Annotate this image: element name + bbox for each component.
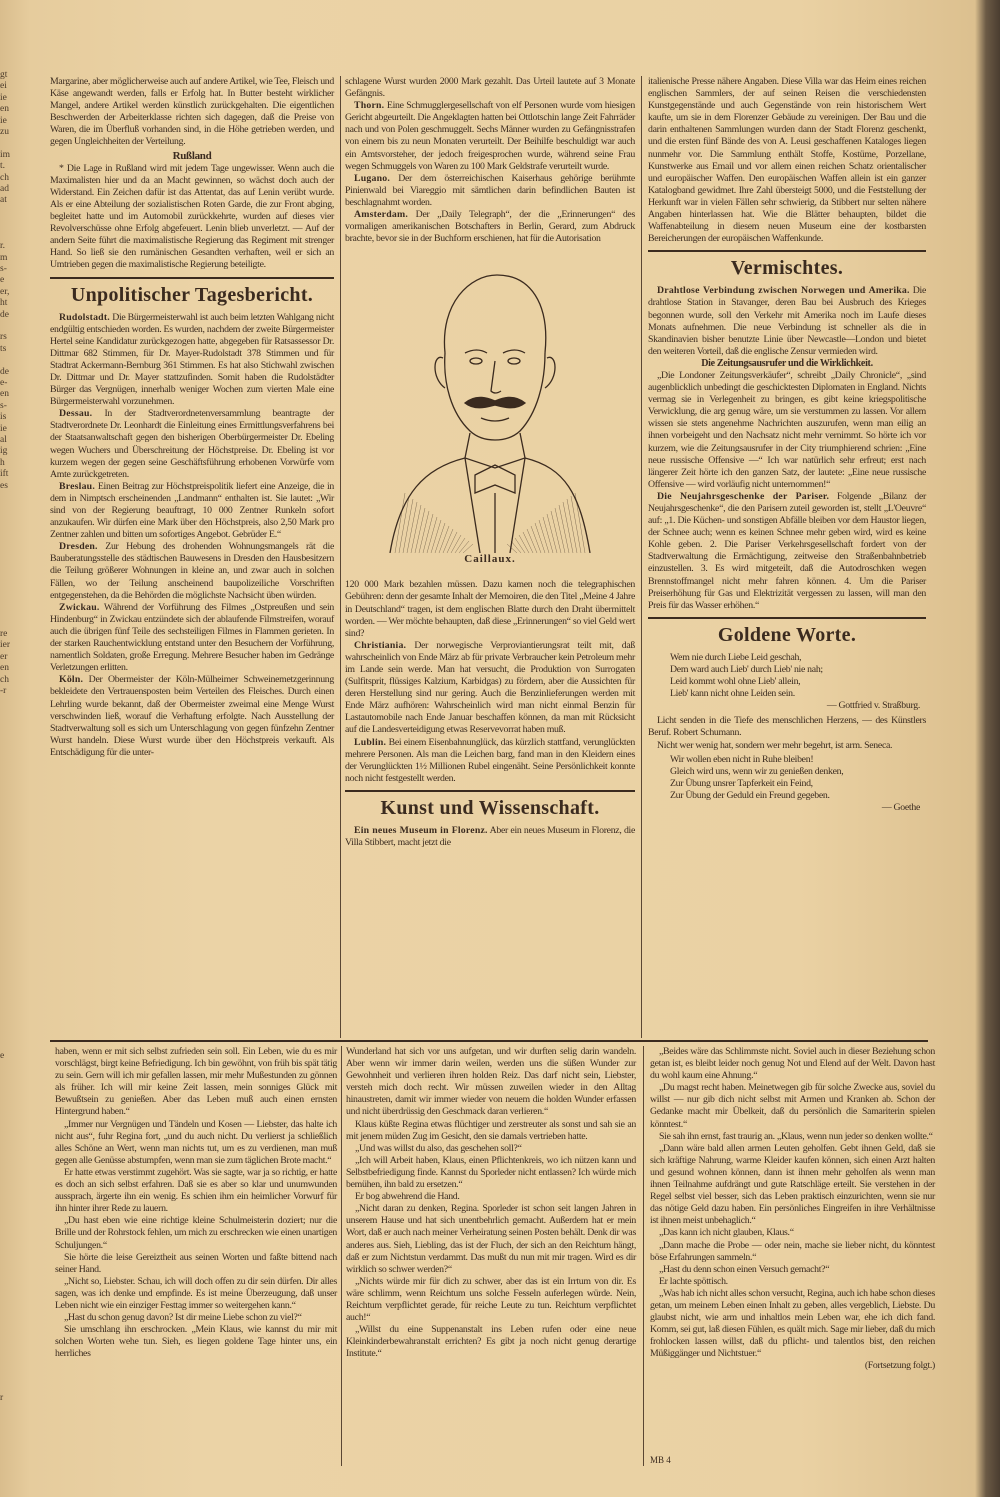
paragraph <box>650 1227 935 1239</box>
margin-fragment <box>0 218 26 229</box>
news-item-text: „Hast du denn schon einen Versuch gemacht?“ <box>659 1263 830 1275</box>
news-item-dateline: Die Neujahrsgeschenke der Pariser. <box>657 490 830 502</box>
top-column-3 <box>648 76 926 817</box>
news-item-dateline: Drahtlose Verbindung zwischen Norwegen und Amerika. <box>657 285 910 297</box>
margin-fragment <box>0 994 26 1005</box>
margin-fragment: rs <box>0 332 7 343</box>
paragraph <box>650 1240 935 1264</box>
margin-fragment <box>0 903 26 914</box>
margin-fragment <box>0 789 26 800</box>
news-item-dateline: Christiania. <box>354 639 407 651</box>
paragraph <box>55 1312 337 1324</box>
margin-fragment <box>0 618 26 629</box>
margin-fragment <box>0 595 26 606</box>
previous-page-margin-fragments <box>0 70 26 1405</box>
margin-fragment <box>0 1290 26 1301</box>
margin-fragment: ie <box>0 92 7 103</box>
margin-fragment <box>0 1119 26 1130</box>
serial-column-1 <box>55 1046 337 1360</box>
margin-fragment <box>0 515 26 526</box>
margin-fragment <box>0 1199 26 1210</box>
margin-fragment <box>0 846 26 857</box>
margin-fragment: er <box>0 651 8 662</box>
news-item-text: Klaus küßte Regina etwas flüchtiger und zerstreuter als sonst und sah sie an mit jenem müden Zug im Gesicht, den sie damals vertrieben hatte. <box>346 1118 636 1142</box>
paragraph <box>50 76 334 149</box>
margin-fragment <box>0 880 26 891</box>
poem-line: Zur Übung der Geduld ein Freund gegeben. <box>670 789 830 801</box>
margin-fragment: ie <box>0 115 7 126</box>
news-item-text: „Das kann ich nicht glauben, Klaus.“ <box>659 1227 794 1239</box>
margin-fragment <box>0 697 26 708</box>
margin-fragment <box>0 1097 26 1108</box>
margin-fragment: s- <box>0 400 7 411</box>
paragraph <box>345 579 635 639</box>
margin-fragment <box>0 960 26 971</box>
margin-fragment <box>0 549 26 560</box>
margin-fragment: im <box>0 149 11 160</box>
margin-fragment: re <box>0 628 8 639</box>
news-item-text: Sie sah ihn ernst, fast traurig an. „Klaus, wenn nun jeder so denken wollte.“ <box>659 1130 933 1142</box>
news-item-dateline: Köln. <box>59 674 84 686</box>
paragraph <box>346 1203 636 1276</box>
news-item-dateline: Zwickau. <box>59 601 100 613</box>
paragraph <box>650 1082 935 1130</box>
paragraph <box>648 76 926 245</box>
margin-fragment: h <box>0 457 5 468</box>
margin-fragment <box>0 1313 26 1324</box>
news-item-text: „Dann wäre bald allen armen Leuten geholfen. Gebt ihnen Geld, daß sie sich kräftige Nahrung, warme Kleider kaufen können, sich einen Arzt halten und gesund wohnen können, dann ist ihnen mehr geholfen als wenn man ihnen Teilnahme aufdrängt und gute Ratschläge erteilt. Sie verstehen in der Regel selbst viel besser, sich das Leben praktisch einzurichten, wenn sie nur das nötige Geld dazu haben. Ein persönliches Eingreifen in ihre Verhältnisse ist ihnen meist unbehaglich.“ <box>650 1142 935 1227</box>
margin-fragment <box>0 1222 26 1233</box>
news-item-text: Die Bürgermeisterwahl ist auch beim letzten Wahlgang nicht endgültig entschieden worden. Es wurden, nachdem der zweite Bürgermeister Hertel seine Kandidatur zurückgezogen hatte, abgegeben für Ratsassessor Dr. Dittmar 682 Stimmen, für Dr. Mayer-Rudolstadt 378 Stimmen und für Stadtrat Ackermann-Bernburg 361 Stimmen. Es hat also Stichwahl zwischen Dr. Dittmar und Dr. Mayer stattzufinden. Somit haben die Rudolstädter Bürger das Vergnügen, innerhalb weniger Wochen zum vierten Male eine Bürgermeisterwahl vorzunehmen. <box>50 311 334 408</box>
margin-fragment <box>0 321 26 332</box>
margin-fragment: zu <box>0 127 9 138</box>
news-item-text: „Du magst recht haben. Meinetwegen gib für solche Zwecke aus, soviel du willst — nur gib dich nicht selbst mit Armen und Kranken ab. Schon der Gedanke macht mir Übelkeit, daß du persönlich die Samariterin spielen könntest.“ <box>650 1082 935 1130</box>
poem-line: Lieb' kann nicht ohne Leiden sein. <box>670 688 795 700</box>
margin-fragment: t. <box>0 161 6 172</box>
paragraph <box>650 1046 935 1082</box>
page-signature: MB 4 <box>650 1455 671 1465</box>
column-divider <box>341 1046 342 1466</box>
poem-attribution: — Goethe <box>881 801 920 813</box>
margin-fragment: r. <box>0 241 6 252</box>
news-item-text: „Beides wäre das Schlimmste nicht. Soviel auch in dieser Beziehung schon getan ist, es bleibt leider noch genug Not und Elend auf der Welt. Davon hast du wohl kaum eine Ahnung.“ <box>650 1046 935 1082</box>
poem <box>670 652 926 712</box>
margin-fragment: ad <box>0 184 9 195</box>
margin-fragment <box>0 1040 26 1051</box>
news-item-text: „Nichts würde mir für dich zu schwer, aber das ist ein Irrtum von dir. Es wäre schlimm, wenn Reichtum uns solche Fesseln auferlegen würde. Nein, Reichtum verpflichtet gerade, für reiche Leute zu tun. Reichtum verpflichtet auch!“ <box>346 1275 636 1324</box>
paragraph <box>648 740 926 752</box>
margin-fragment: en <box>0 104 9 115</box>
margin-fragment <box>0 948 26 959</box>
paragraph <box>648 370 926 491</box>
news-item <box>50 408 334 481</box>
news-item <box>648 285 926 358</box>
news-item-text: Margarine, aber möglicherweise auch auf andere Artikel, wie Tee, Fleisch und Käse angewandt werden, falls er Erfolg hat. In Butter besteht wirklicher Mangel, andere Artikel werden künstlich zurückgehalten. Die eigentlichen Beschwerden der Arbeiterklasse richten sich dagegen, daß die Preise von Waren, die im Überfluß vorhanden sind, in die Höhe getrieben werden, und gegen Ungleichheiten der Verteilung. <box>50 76 334 148</box>
margin-fragment: ch <box>0 674 9 685</box>
paragraph <box>55 1215 337 1251</box>
section-heading: Rußland <box>172 149 212 162</box>
paragraph <box>650 1264 935 1276</box>
margin-fragment: de <box>0 366 9 377</box>
news-item-dateline: Ein neues Museum in Florenz. <box>354 824 488 836</box>
paragraph <box>346 1276 636 1324</box>
news-item-text: „Hast du schon genug davon? Ist dir meine Liebe schon zu viel?“ <box>64 1312 302 1324</box>
news-item-text: Der norwegische Verproviantierungsrat teilt mit, daß wahrscheinlich von Ende März ab für private Verbraucher kein Petroleum mehr im Lande sein werde. Man hat versucht, die Produktion von Surrogaten (Sulfitsprit, flüssiges Kalzium, Karbidgas) zu fördern, aber die Aussichten für deren Herstellung sind nur gering. Auch die Benzinlieferungen werden mit Ende März aufhören: Wahrscheinlich wird man nicht einmal Benzin für Lastautomobile nach Ende Januar beschaffen können, da man mit Rücksicht auf die Landesverteidigung etwas Reservevorrat haben muß. <box>345 639 635 736</box>
margin-fragment: en <box>0 389 9 400</box>
margin-fragment <box>0 720 26 731</box>
margin-fragment <box>0 857 26 868</box>
feuilleton-divider <box>50 1040 928 1042</box>
news-item-text: Der dem österreichischen Kaiserhaus gehörige berühmte Pinienwald bei Viareggio mit sämtlichen darin befindlichen Bauten ist beschlagnahmt worden. <box>345 172 635 208</box>
news-item <box>345 737 635 785</box>
margin-fragment <box>0 492 26 503</box>
news-item-text: 120 000 Mark bezahlen müssen. Dazu kamen noch die telegraphischen Gebühren: denn der gesamte Inhalt der Memoiren, die den Titel „Meine 4 Jahre in Deutschland“ tragen, ist dem englischen Blatte durch den Draht übermittelt worden. — Wer möchte behaupten, daß diese „Erinnerungen“ so viel Geld wert sind? <box>345 579 635 639</box>
paragraph <box>650 1288 935 1361</box>
news-item-dateline: Breslau. <box>59 480 95 492</box>
margin-fragment <box>0 1325 26 1336</box>
margin-fragment <box>0 1142 26 1153</box>
margin-fragment: at <box>0 195 7 206</box>
news-item-text: Sie hörte die leise Gereiztheit aus seinen Worten und faßte bittend nach seiner Hand. <box>55 1251 337 1275</box>
news-item-text: „Und was willst du also, das geschehen soll?“ <box>355 1142 522 1154</box>
margin-fragment: r <box>0 1393 4 1404</box>
article-heading: Die Zeitungsausrufer und die Wirklichkeit. <box>701 357 873 369</box>
margin-fragment <box>0 1268 26 1279</box>
news-item-text: Der Obermeister der Köln-Mülheimer Schweinemetzgerinnung bekleidete den Vertrauensposten beim Verteilen des Fleisches. Durch einen Lehrling wurde bekannt, daß der Obermeister zweimal eine Menge Wurst verschwinden ließ, worauf die Verhaftung erfolgte. Nach Ausstellung der Stadtverwaltung soll es sich um Unterschlagung von gegen fünfzehn Zentner Wurst handeln. Diese Wurst wurde über den Höchstpreis verkauft. Als Entschädigung für die unter- <box>50 674 334 758</box>
paragraph <box>346 1119 636 1143</box>
margin-fragment: e <box>0 1050 5 1061</box>
margin-fragment <box>0 914 26 925</box>
paragraph <box>346 1191 636 1203</box>
margin-fragment <box>0 937 26 948</box>
portrait-caption: Caillaux. <box>464 553 516 566</box>
paragraph <box>346 1046 636 1119</box>
caillaux-portrait-illustration <box>385 253 595 553</box>
news-item-text: Bei einem Eisenbahnunglück, das kürzlich stattfand, verunglückten mehrere Personen. Als man die Leichen barg, fand man in den Kleidern eines der Verunglückten 1½ Millionen Rubel eingenäht. Seine Persönlichkeit konnte noch nicht festgestellt werden. <box>345 736 635 784</box>
margin-fragment <box>0 1028 26 1039</box>
margin-fragment <box>0 1074 26 1085</box>
margin-fragment <box>0 1245 26 1256</box>
margin-fragment: al <box>0 435 7 445</box>
news-item <box>50 312 334 409</box>
news-item-dateline: Rudolstadt. <box>59 311 110 323</box>
margin-fragment <box>0 138 26 149</box>
margin-fragment <box>0 560 26 571</box>
news-item <box>345 209 635 245</box>
margin-fragment <box>0 891 26 902</box>
margin-fragment: is <box>0 412 7 423</box>
serial-column-3 <box>650 1046 935 1373</box>
margin-fragment <box>0 1188 26 1199</box>
news-item-text: Er bog abwehrend die Hand. <box>355 1191 460 1203</box>
news-item-text: „Ich will Arbeit haben, Klaus, einen Pflichtenkreis, wo ich nützen kann und Selbstbefriedigung finde. Kannst du Sporleder nicht entlassen? Ich würde mich bemühen, ihn bald zu ersetzen.“ <box>346 1154 636 1191</box>
paragraph <box>648 715 926 739</box>
paragraph <box>55 1324 337 1360</box>
column-divider <box>643 1046 644 1466</box>
news-item-text: „Immer nur Vergnügen und Tändeln und Kosen — Liebster, das halte ich nicht aus“, fuhr Regina fort, „und du auch nicht. Du verlierst ja schließlich alles Schöne an Wert, wenn man nichts tut, um es zu verdienen, man muß gegen alle Genüsse abstumpfen, wenn man sie zum täglichen Brote macht.“ <box>55 1118 337 1166</box>
news-item-text: Wunderland hat sich vor uns aufgetan, und wir durften selig darin wandeln. Aber wenn wir immer darin weilen, werden uns die süßen Wunder zur Gewohnheit und verlieren ihren holden Reiz. Das darf nicht sein, Liebster, versteh mich doch recht. Wir müssen zuweilen wieder in den Alltag hinaustreten, damit wir immer wieder von neuem die holden Wunder erfassen und nicht überdrüssig den Geschmack daran verlieren.“ <box>346 1046 636 1118</box>
margin-fragment <box>0 1336 26 1347</box>
margin-fragment <box>0 800 26 811</box>
margin-fragment <box>0 1131 26 1142</box>
news-item <box>50 674 334 759</box>
news-item-text: Sie umschlang ihn erschrocken. „Mein Klaus, wie kannst du mir mit solchen Worten wehe tun. Sieh, es liegen goldene Tage hinter uns, ein herrliches <box>55 1324 337 1360</box>
margin-fragment: de <box>0 309 9 320</box>
news-item-text: * Die Lage in Rußland wird mit jedem Tage ungewisser. Wenn auch die Maximalisten hier und da an Macht gewinnen, so wächst doch auch der Widerstand. Ein Zeichen dafür ist das Attentat, das auf Lenin verübt wurde. Als er eine Abteilung der sozialistischen Roten Garde, die zur Front abging, begleitet hatte und im Automobil zurückkehrte, wurden auf dieses vier Revolverschüsse ohne Erfolg abgefeuert. Lenin blieb unverletzt. — Auf der andern Seite führt die maximalistische Regierung das Regiment mit strenger Hand. So ließ sie den rumänischen Gesandten verhaften, weil er sich an Umtrieben gegen die maximalistische Regierung beteiligte. <box>50 162 334 271</box>
news-item-text: Der „Daily Telegraph“, der die „Erinnerungen“ des vormaligen amerikanischen Botschafters in Berlin, Gerard, zum Abdruck brachte, bevor sie in der Buchform erschienen, hat für die Autorisation <box>345 209 635 245</box>
column-divider <box>641 76 642 1038</box>
paragraph <box>55 1252 337 1276</box>
margin-fragment <box>0 503 26 514</box>
margin-fragment: m <box>0 252 8 263</box>
margin-fragment: ht <box>0 298 8 309</box>
section-headline: Kunst und Wissenschaft. <box>345 790 635 822</box>
news-item-text: „Dann mache die Probe — oder nein, mache sie lieber nicht, du könntest böse Erfahrungen sammeln.“ <box>650 1239 935 1263</box>
section-headline: Goldene Worte. <box>648 617 926 649</box>
paragraph <box>650 1131 935 1143</box>
news-item-text: „Willst du eine Suppenanstalt ins Leben rufen oder eine neue Kleinkinderbewahranstalt errichten? Es gibt ja noch nicht genug derartige Institute.“ <box>346 1324 636 1360</box>
paragraph <box>55 1167 337 1215</box>
news-item-text: Die drahtlose Station in Stavanger, deren Bau bei Ausbruch des Krieges begonnen wurde, soll den Verkehr mit Amerika noch im Laufe dieses Monats aufnehmen. Die neue Verbindung ist schneller als die in Skandinavien bisher benutzte Linie über Newcastle—London und bietet den weiteren Vorteil, daß die englische Zensur vermieden wird. <box>648 285 926 357</box>
paragraph <box>345 76 635 100</box>
news-item-text: „Du hast eben wie eine richtige kleine Schulmeisterin doziert; nur die Brille und der Rohrstock fehlen, um mich zu erschrecken wie einen unartigen Schuljungen.“ <box>55 1215 337 1251</box>
margin-fragment <box>0 777 26 788</box>
poem-line: Wem nie durch Liebe Leid geschah, <box>670 651 802 663</box>
margin-fragment: -r <box>0 685 7 696</box>
margin-fragment: er, <box>0 286 10 297</box>
margin-fragment <box>0 355 26 366</box>
news-item-text: Während der Vorführung des Filmes „Ostpreußen und sein Hindenburg“ in Zwickau entzündete sich der ablaufende Filmstreifen, worauf auch die übrigen fünf Teile des sechsteiligen Filmes in Flammen gerieten. In der starken Rauchentwicklung entstand unter den Besuchern der Vorführung, namentlich Soldaten, große Erregung. Mehrere Besucher haben im Gedränge Verletzungen erlitten. <box>50 601 334 674</box>
poem-line: Gleich wird uns, wenn wir zu genießen denken, <box>670 765 844 777</box>
margin-fragment: s- <box>0 263 7 274</box>
margin-fragment <box>0 925 26 936</box>
paragraph <box>650 1143 935 1228</box>
paragraph <box>50 163 334 272</box>
top-column-2 <box>345 76 635 849</box>
news-item-dateline: Lugano. <box>354 172 390 184</box>
margin-fragment <box>0 743 26 754</box>
margin-fragment: en <box>0 663 9 674</box>
margin-fragment <box>0 1108 26 1119</box>
news-item-text: italienische Presse nähere Angaben. Diese Villa war das Heim eines reichen englischen Sammlers, der auf seinen Reisen die verschiedensten Kunstgegenstände und auch Gegenstände von rein historischem Wert kaufte, um sie in dem Florenzer Gebäude zu vereinigen. Der Bau und die darin enthaltenen Sammlungen wurden dann der Stadt Florenz geschenkt, und die ersten fünf Bände des von A. Leusi geschaffenen Kataloges liegen nunmehr vor. Die Sammlung enthält Stoffe, Kostüme, Porzellane, Kunstwerke aus Email und vor allem einen reichen Schatz orientalischer und europäischer Waffen. Den europäischen Waffen allein ist ein ganzer Katalogband gewidmet. Ihre Zahl übersteigt 5000, und die Feststellung der Herkunft war in vielen Fällen sehr schwierig, da Stibbert nur selten nähere Angaben hinterlassen hat. Wie die Blätter behaupten, bildet die Waffenabteilung in diesem neuen Museum eine der kostbarsten Bereicherungen der europäischen Waffenkunde. <box>648 76 926 245</box>
margin-fragment <box>0 1005 26 1016</box>
margin-fragment <box>0 1062 26 1073</box>
margin-fragment <box>0 1302 26 1313</box>
margin-fragment <box>0 526 26 537</box>
margin-fragment <box>0 868 26 879</box>
news-item <box>345 100 635 173</box>
column-divider <box>340 76 341 1038</box>
poem-line: Dem ward auch Lieb' durch Lieb' nie nah; <box>670 663 823 675</box>
paragraph <box>346 1143 636 1155</box>
news-item <box>345 640 635 737</box>
margin-fragment <box>0 1176 26 1187</box>
margin-fragment <box>0 538 26 549</box>
paragraph <box>346 1155 636 1191</box>
continuation-note: (Fortsetzung folgt.) <box>864 1360 935 1372</box>
news-item-text: schlagene Wurst wurden 2000 Mark gezahlt. Das Urteil lautete auf 3 Monate Gefängnis. <box>345 76 635 100</box>
serial-column-2 <box>346 1046 636 1360</box>
margin-fragment: e- <box>0 377 8 388</box>
margin-fragment: ts <box>0 343 7 354</box>
paragraph <box>650 1276 935 1288</box>
margin-fragment <box>0 1233 26 1244</box>
margin-fragment <box>0 606 26 617</box>
margin-fragment <box>0 1370 26 1381</box>
margin-fragment <box>0 1211 26 1222</box>
news-item-text: Er hatte etwas verstimmt zugehört. Was sie sagte, war ja so richtig, er hatte es doch an sich selbst erfahren. Daß sie es aber so klar und unumwunden aussprach, ärgerte ihn ein wenig. Es schien ihm ein heimlicher Vorwurf für ihn hinter ihrer Rede zu lauern. <box>55 1166 337 1215</box>
margin-fragment: ift <box>0 469 9 480</box>
section-headline: Unpolitischer Tagesbericht. <box>50 277 334 309</box>
news-item <box>50 602 334 675</box>
news-item-text: Aber ein neues Museum in Florenz, die Villa Stibbert, macht jetzt die <box>345 824 636 848</box>
paragraph <box>55 1276 337 1312</box>
paragraph <box>55 1119 337 1167</box>
news-item-dateline: Dessau. <box>59 408 93 420</box>
news-item-text: Folgende „Bilanz der Neujahrsgeschenke“, die den Parisern zuteil geworden ist, stellt „L'Oeuvre“ auf: „1. Die Küchen- und sonstigen Abfälle bleiben vor dem Haustor liegen, der Schnee auch; wenn es keinen Schnee mehr geben wird, wird es keine Kohle geben. 2. Die Pariser Verkehrsgesellschaft fordert von der Stadtverwaltung die Ermächtigung, zeitweise den Straßenbahnbetrieb einzustellen. 3. Es wird mitgeteilt, daß die Autodroschken wegen Brennstoffmangel nicht mehr fahren können. 4. Um die Pariser Preiserhöhung für Gas und Elektrizität vergessen zu lassen, will man den Preis für das Wasser erhöhen.“ <box>648 490 926 611</box>
margin-fragment <box>0 1382 26 1393</box>
margin-fragment <box>0 230 26 241</box>
news-item-text: Licht senden in die Tiefe des menschlichen Herzens, — des Künstlers Beruf. Robert Schumann. <box>648 715 926 739</box>
section-headline: Vermischtes. <box>648 250 926 282</box>
poem-line: Zur Übung unsrer Tapferkeit ein Feind, <box>670 777 813 789</box>
margin-fragment <box>0 1085 26 1096</box>
margin-fragment <box>0 732 26 743</box>
margin-fragment <box>0 1165 26 1176</box>
margin-fragment: ie <box>0 423 7 434</box>
margin-fragment <box>0 1256 26 1267</box>
news-item-text: „Nicht daran zu denken, Regina. Sporleder ist schon seit langen Jahren in unserem Hause und hat sich unentbehrlich gemacht. Außerdem hat er mein Wort, daß er auch nach meiner Verheiratung seinen Posten behält. Denk dir was anderes aus. Sieh, Liebling, das ist der Fluch, der sich an den Reichtum hängt, daß er zum Nichtstun verdammt. Das mußt du nun mit mir tragen. Wird es dir wirklich so schwer werden?“ <box>346 1203 636 1275</box>
margin-fragment: ig <box>0 446 8 457</box>
news-item-text: Nicht wer wenig hat, sondern wer mehr begehrt, ist arm. Seneca. <box>657 739 893 751</box>
news-item <box>345 825 635 849</box>
news-item-dateline: Lublin. <box>354 736 387 748</box>
margin-fragment <box>0 766 26 777</box>
news-item <box>345 173 635 209</box>
margin-fragment: es <box>0 480 8 491</box>
news-item <box>648 491 926 612</box>
top-column-1 <box>50 76 334 759</box>
poem-attribution: — Gottfried v. Straßburg. <box>826 700 920 712</box>
margin-fragment: gt <box>0 70 8 80</box>
news-item-text: Einen Beitrag zur Höchstpreispolitik liefert eine Anzeige, die in dem in Nimptsch erscheinenden „Landmann“ enthalten ist. Sie lautet: „Wir sind von der Regierung beauftragt, 10 000 Zentner Runkeln sofort anzukaufen. Wir dürfen eine Mark über den Höchstpreis, also 2,50 Mark pro Zentner zahlen und bitten um sofortiges Angebot. Gebrüder E.“ <box>50 480 334 541</box>
poem-line: Leid kommt wohl ohne Lieb' allein, <box>670 676 801 688</box>
margin-fragment <box>0 823 26 834</box>
margin-fragment <box>0 1348 26 1359</box>
margin-fragment: ier <box>0 640 11 651</box>
news-item-text: haben, wenn er mit sich selbst zufrieden sein soll. Ein Leben, wie du es mir vorschlägst, birgt keine Befriedigung. Ich bin gewöhnt, von früh bis spät tätig zu sein. Gern will ich mir gefallen lassen, mir mehr Mußestunden zu gönnen als früher. Ich will mir keine Zeit lassen, mein sonniges Glück mit Bewußtsein zu genießen. Aber das Leben muß auch einen ernsten Hintergrund haben.“ <box>55 1046 337 1118</box>
margin-fragment <box>0 1154 26 1165</box>
margin-fragment <box>0 971 26 982</box>
news-item <box>50 541 334 601</box>
news-item-text: „Was hab ich nicht alles schon versucht, Regina, auch ich habe schon dieses getan, um meinem Leben einen Inhalt zu geben, alles vergeblich, Liebste. Du glaubst nicht, wie arm und inhaltlos mein Leben war, ehe ich dich fand. Komm, sei gut, laß diesen Fühlen, es quält mich. Sage mir lieber, daß du mich frohlocken lassen willst, daß du pflicht- und talentlos bist, den reichen Müßiggänger und Nichtstuer.“ <box>650 1287 935 1360</box>
margin-fragment <box>0 1359 26 1370</box>
margin-fragment <box>0 834 26 845</box>
portrait-figure <box>345 253 635 575</box>
margin-fragment <box>0 1017 26 1028</box>
margin-fragment <box>0 983 26 994</box>
news-item-text: Er lachte spöttisch. <box>659 1275 728 1287</box>
news-item-text: „Die Londoner Zeitungsverkäufer“, schreibt „Daily Chronicle“, „sind augenblicklich unbedingt die geschicktesten Diplomaten in England. Nichts vermag sie in Verlegenheit zu bringen, es gibt keine kriegspolitische Verwicklung, die arg genug wäre, um sie verstummen zu lassen. Vor allem wissen sie stets angenehme Nachrichten auszurufen, wenn man eilig an ihnen vorbeigeht und den Nachsatz nicht mehr vernimmt. So hörte ich vor kurzem, wie die Zeitungsausrufer in der City triumphierend schrien: „Eine neue russische Offensive —“ Ich war natürlich sehr erfreut; erst nach längerer Zeit hörte ich den ganzen Satz, der lautete: „Eine neue russische Offensive — wird vorläufig nicht unternommen!“ <box>648 369 926 490</box>
margin-fragment <box>0 583 26 594</box>
paragraph <box>55 1046 337 1119</box>
poem-line: Wir wollen eben nicht in Ruhe bleiben! <box>670 753 814 765</box>
news-item-text: Zur Hebung des drohenden Wohnungsmangels rät die Bauberatungsstelle des städtischen Bauwesens in Dresden den Hausbesitzern die Teilung größerer Wohnungen in kleine an, und zwar auch in solchen Fällen, wo der Teilung anscheinend baupolizeiliche Vorschriften entgegenstehen, da die Behörden die möglichste Nachsicht üben würden. <box>50 541 334 601</box>
margin-fragment <box>0 754 26 765</box>
margin-fragment <box>0 811 26 822</box>
news-item <box>50 481 334 541</box>
paragraph <box>346 1324 636 1360</box>
margin-fragment <box>0 207 26 218</box>
news-item-dateline: Thorn. <box>354 100 385 112</box>
news-item-dateline: Amsterdam. <box>354 209 408 221</box>
margin-fragment <box>0 709 26 720</box>
news-item-text: „Nicht so, Liebster. Schau, ich will doch offen zu dir sein dürfen. Dir alles sagen, was ich denke und empfinde. Es ist meine Überzeugung, daß unser Leben nicht wie ein einziger Festtag immer so weitergehen kann.“ <box>55 1275 337 1311</box>
poem <box>670 754 926 814</box>
margin-fragment <box>0 572 26 583</box>
margin-fragment <box>0 1279 26 1290</box>
margin-fragment: ch <box>0 172 9 183</box>
news-item-dateline: Dresden. <box>59 541 98 553</box>
news-item-text: In der Stadtverordnetenversammlung beantragte der Stadtverordnete Dr. Leonhardt die Einleitung eines Ermittlungsverfahrens bei der Staatsanwaltschaft gegen den bisherigen Oberbürgermeister Dr. Ebeling wegen Wuchers und Überschreitung der Höchstpreise. Dr. Ebeling ist vor kurzem wegen der gegen seine Geschäftsführung erhobenen Vorwürfe vom Amte zurückgetreten. <box>50 408 334 480</box>
margin-fragment: ei <box>0 81 7 92</box>
margin-fragment: e <box>0 275 5 286</box>
news-item-text: Eine Schmugglergesellschaft von elf Personen wurde vom hiesigen Gericht abgeurteilt. Die Angeklagten hatten bei Ottlotschin lange Zeit Fahrräder nach und von Polen geschmuggelt. Sechs Männer wurden zu Gefängnisstrafen von einem bis zu neun Monaten verurteilt. Der Beihilfe beschuldigt war auch ein Amtsvorsteher, der jedoch freigesprochen wurde, während seine Frau wegen Schmuggels von Waren zu 100 Mark Geldstrafe verurteilt wurde. <box>345 100 635 172</box>
